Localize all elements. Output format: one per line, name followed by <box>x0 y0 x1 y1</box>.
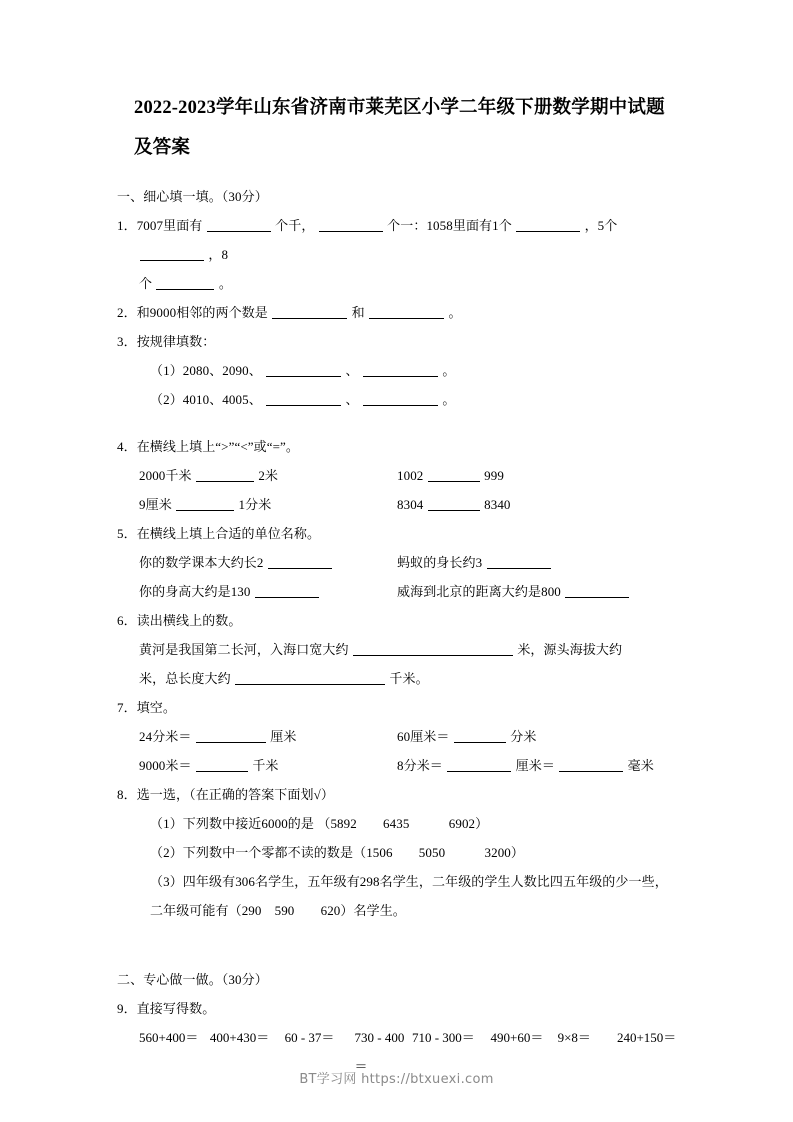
calc-item: 490+60＝ <box>490 1030 544 1045</box>
q4-cell-b1 <box>397 461 679 490</box>
blank-line[interactable] <box>428 499 480 511</box>
q7-cell-a1 <box>117 722 397 751</box>
q7-cell-b1 <box>397 722 679 751</box>
q6-l1-part-1: 黄河是我国第二长河，入海口宽大约 <box>139 642 349 657</box>
question-6-line-1 <box>117 635 679 664</box>
blank-line[interactable] <box>447 760 511 772</box>
q7-r1a-pre: 24分米＝ <box>139 729 192 744</box>
blank-line[interactable] <box>207 220 271 232</box>
calc-item: 240+150＝ <box>616 1030 677 1045</box>
q3-s1-part-2: 、 <box>345 363 359 378</box>
question-4-row-2 <box>117 490 679 519</box>
blank-line[interactable] <box>266 394 341 406</box>
q5-cell-a2 <box>117 577 397 606</box>
question-5-row-2 <box>117 577 679 606</box>
q1-part-2: 个千， <box>275 218 315 233</box>
q2-part-3: 。 <box>448 305 462 320</box>
q4-r1a-post: 2米 <box>258 468 279 483</box>
calc-item: 560+400＝ <box>139 1030 199 1045</box>
q7-r1b-pre: 60厘米＝ <box>397 729 450 744</box>
blank-line[interactable] <box>255 586 319 598</box>
blank-line[interactable] <box>565 586 629 598</box>
question-3: 3．按规律填数： <box>117 334 216 349</box>
question-1 <box>117 211 679 269</box>
q7-r2b-pre: 8分米＝ <box>397 758 443 773</box>
q7-cell-a2 <box>117 751 397 780</box>
question-8-sub-3: （3）四年级有306名学生，五年级有298名学生，二年级的学生人数比四五年级的少一些，二年级可能有（290 590 620）名学生。 <box>150 874 668 918</box>
q5-cell-a1 <box>117 548 397 577</box>
q1-part-1: 1．7007里面有 <box>117 218 203 233</box>
q7-cell-b2 <box>397 751 679 780</box>
q2-part-2: 和 <box>351 305 365 320</box>
q1-part-3: 个一：1058里面有1个 <box>387 218 512 233</box>
q4-r1a-pre: 2000千米 <box>139 468 192 483</box>
section-heading-1: 一、细心填一填。（30分） <box>117 189 268 204</box>
blank-line[interactable] <box>266 365 341 377</box>
question-8-sub-1: （1）下列数中接近6000的是 （5892 6435 6902） <box>150 816 489 831</box>
q6-l1-part-2: 米，源头海拔大约 <box>517 642 623 657</box>
q4-cell-b2 <box>397 490 679 519</box>
blank-line[interactable] <box>363 394 438 406</box>
blank-line[interactable] <box>272 307 347 319</box>
q3-s2-part-3: 。 <box>442 392 456 407</box>
question-7-row-2 <box>117 751 679 780</box>
blank-line[interactable] <box>516 220 580 232</box>
q3-s2-part-2: 、 <box>345 392 359 407</box>
question-5: 5．在横线上填上合适的单位名称。 <box>117 526 321 541</box>
q6-l2-part-2: 千米。 <box>389 671 429 686</box>
question-5-row-1 <box>117 548 679 577</box>
blank-line[interactable] <box>176 499 234 511</box>
q3-s2-part-1: （2）4010、4005、 <box>150 392 262 407</box>
question-8: 8．选一选，（在正确的答案下面划√） <box>117 787 334 802</box>
blank-line[interactable] <box>196 731 266 743</box>
q7-r2b-post: 毫米 <box>627 758 654 773</box>
blank-line[interactable] <box>235 673 385 685</box>
q7-r2a-post: 千米 <box>252 758 279 773</box>
blank-line[interactable] <box>363 365 438 377</box>
footer-watermark: BT学习网 https://btxuexi.com <box>299 1072 494 1087</box>
calc-item: 9×8＝ <box>557 1030 591 1045</box>
blank-line[interactable] <box>369 307 444 319</box>
section-heading-2: 二、专心做一做。（30分） <box>117 972 268 987</box>
question-7-row-1 <box>117 722 679 751</box>
q7-r2b-mid: 厘米＝ <box>515 758 555 773</box>
calc-item: 400+430＝ <box>209 1030 270 1045</box>
q5-cell-b2 <box>397 577 679 606</box>
q5-r1b-label: 蚂蚁的身长约3 <box>397 555 483 570</box>
page-title: 2022-2023学年山东省济南市莱芜区小学二年级下册数学期中试题及答案 <box>134 98 665 158</box>
blank-line[interactable] <box>454 731 506 743</box>
question-1-cont <box>117 269 679 298</box>
q4-r1b-pre: 1002 <box>397 468 424 483</box>
q5-r2a-label: 你的身高大约是130 <box>139 584 251 599</box>
calc-item: 730 - 400＝ <box>354 1030 405 1074</box>
blank-line[interactable] <box>428 470 480 482</box>
blank-line[interactable] <box>140 249 204 261</box>
question-3-sub-1 <box>117 356 679 385</box>
q4-cell-a1 <box>117 461 397 490</box>
q3-s1-part-1: （1）2080、2090、 <box>150 363 262 378</box>
q1-part-5: ，8 <box>208 247 229 262</box>
blank-line[interactable] <box>156 278 214 290</box>
q1-part-4: ，5个 <box>584 218 618 233</box>
q1-part-6: 个 <box>139 276 153 291</box>
q7-r2a-pre: 9000米＝ <box>139 758 192 773</box>
q7-r1a-post: 厘米 <box>270 729 297 744</box>
blank-line[interactable] <box>353 644 513 656</box>
question-9: 9．直接写得数。 <box>117 1001 216 1016</box>
blank-line[interactable] <box>196 760 248 772</box>
blank-line[interactable] <box>487 557 551 569</box>
blank-line[interactable] <box>559 760 623 772</box>
q4-r1b-post: 999 <box>484 468 504 483</box>
q5-r1a-label: 你的数学课本大约长2 <box>139 555 264 570</box>
question-6: 6．读出横线上的数。 <box>117 613 242 628</box>
q4-r2b-post: 8340 <box>484 497 511 512</box>
q4-r2a-pre: 9厘米 <box>139 497 172 512</box>
question-2 <box>117 298 679 327</box>
blank-line[interactable] <box>268 557 332 569</box>
q4-r2a-post: 1分米 <box>238 497 272 512</box>
blank-line[interactable] <box>319 220 383 232</box>
q4-cell-a2 <box>117 490 397 519</box>
question-8-sub-2: （2）下列数中一个零都不读的数是（1506 5050 3200） <box>150 845 524 860</box>
question-6-line-2 <box>117 664 679 693</box>
q4-r2b-pre: 8304 <box>397 497 424 512</box>
q7-r1b-post: 分米 <box>510 729 537 744</box>
document-content <box>117 88 679 1081</box>
calc-item: 710 - 300＝ <box>411 1030 475 1045</box>
question-7: 7．填空。 <box>117 700 177 715</box>
q1-part-7: 。 <box>218 276 232 291</box>
q3-s1-part-3: 。 <box>442 363 456 378</box>
question-4: 4．在横线上填上“>”“<”或“=”。 <box>117 439 300 454</box>
blank-line[interactable] <box>196 470 254 482</box>
q5-cell-b1 <box>397 548 679 577</box>
q2-part-1: 2．和9000相邻的两个数是 <box>117 305 268 320</box>
calc-item: 60 - 37＝ <box>284 1030 335 1045</box>
question-3-sub-2 <box>117 385 679 414</box>
q5-r2b-label: 威海到北京的距离大约是800 <box>397 584 561 599</box>
question-4-row-1 <box>117 461 679 490</box>
q6-l2-part-1: 米，总长度大约 <box>139 671 231 686</box>
